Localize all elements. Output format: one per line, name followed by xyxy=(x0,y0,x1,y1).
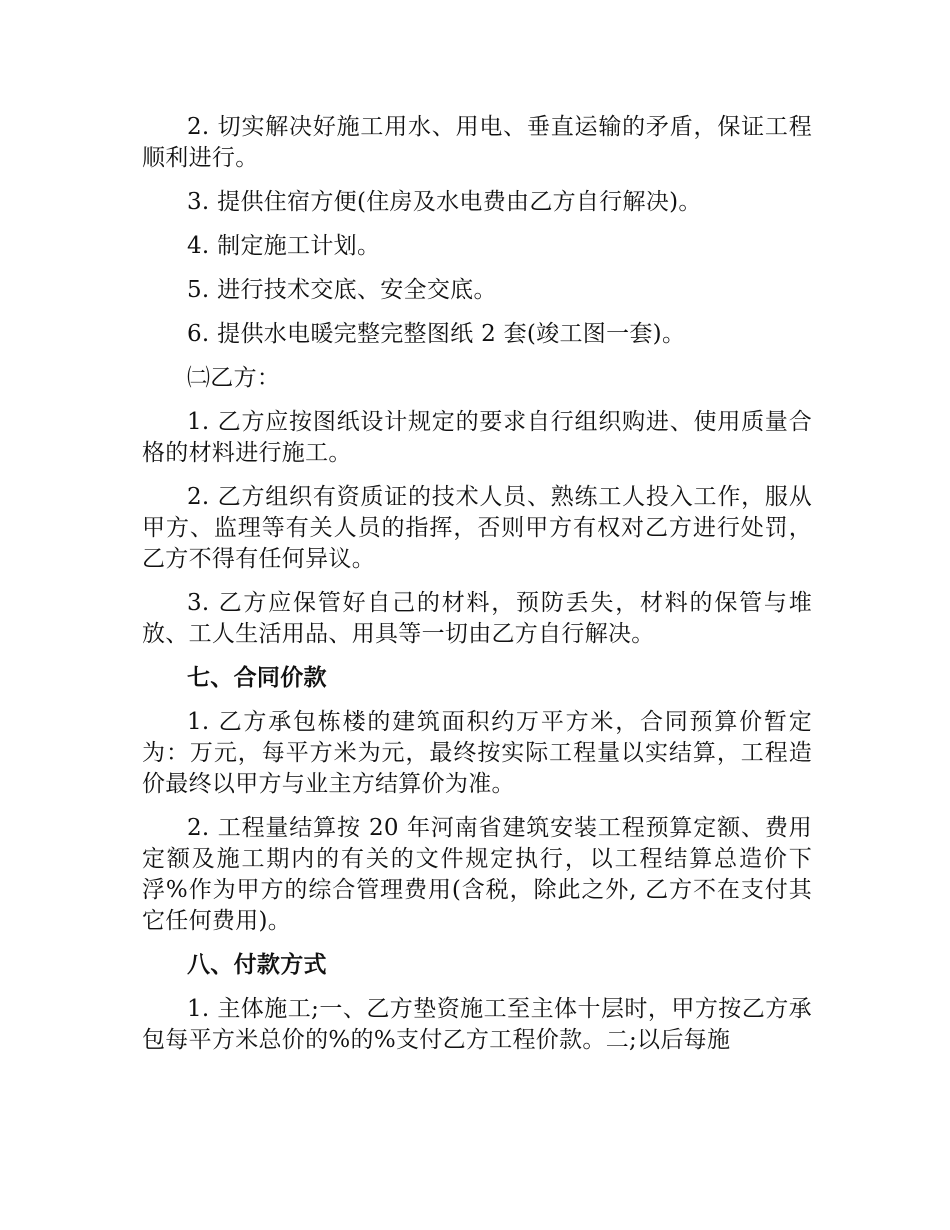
subsection-label: ㈡乙方： xyxy=(187,365,281,391)
paragraph: 6. 提供水电暖完整完整图纸 2 套(竣工图一套)。 xyxy=(187,321,686,347)
paragraph: 1. 乙方应按图纸设计规定的要求自行组织购进、使用质量合格的材料进行施工。 xyxy=(142,409,812,466)
paragraph: 2. 乙方组织有资质证的技术人员、熟练工人投入工作，服从甲方、监理等有关人员的指挥，否则甲方有权对乙方进行处罚，乙方不得有任何异议。 xyxy=(142,484,812,572)
section-heading: 七、合同价款 xyxy=(187,665,327,691)
paragraph: 3. 提供住宿方便(住房及水电费由乙方自行解决)。 xyxy=(187,189,702,215)
paragraph: 1. 主体施工;一、乙方垫资施工至主体十层时，甲方按乙方承包每平方米总价的%的%支付乙方工程价款。二;以后每施 xyxy=(142,996,812,1053)
paragraph: 5. 进行技术交底、安全交底。 xyxy=(187,277,497,303)
paragraph: 1. 乙方承包栋楼的建筑面积约万平方米，合同预算价暂定为：万元，每平方米为元，最终按实际工程量以实结算，工程造价最终以甲方与业主方结算价为准。 xyxy=(142,709,812,797)
paragraph: 2. 工程量结算按 20 年河南省建筑安装工程预算定额、费用定额及施工期内的有关的文件规定执行，以工程结算总造价下浮%作为甲方的综合管理费用(含税，除此之外, 乙方不在支付其它任何费用)。 xyxy=(142,815,812,934)
section-heading: 八、付款方式 xyxy=(187,952,327,978)
document-body xyxy=(142,112,812,1069)
paragraph: 3. 乙方应保管好自己的材料，预防丢失，材料的保管与堆放、工人生活用品、用具等一切由乙方自行解决。 xyxy=(142,590,812,647)
paragraph: 2. 切实解决好施工用水、用电、垂直运输的矛盾，保证工程顺利进行。 xyxy=(142,114,812,171)
paragraph: 4. 制定施工计划。 xyxy=(187,233,381,259)
